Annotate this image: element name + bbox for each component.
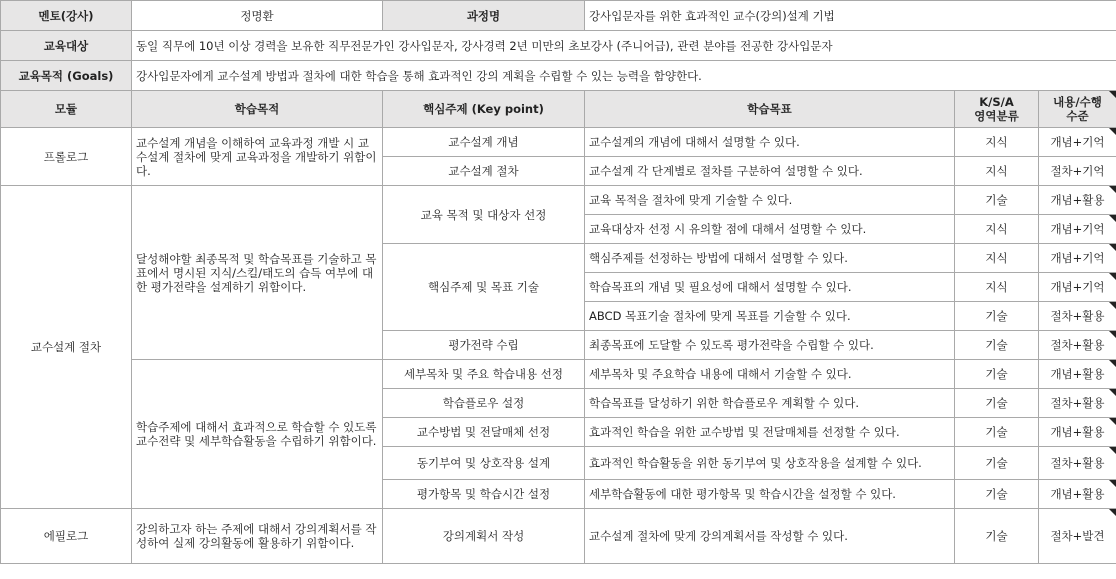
module-design-procedure: 교수설계 절차	[1, 186, 132, 509]
ksa-cell: 기술	[955, 480, 1039, 509]
goal-cell: 핵심주제를 선정하는 방법에 대해서 설명할 수 있다.	[585, 244, 955, 273]
keypoint-cell: 학습플로우 설정	[383, 389, 585, 418]
ksa-cell: 기술	[955, 509, 1039, 564]
goal-cell: 교수설계 각 단계별로 절차를 구분하여 설명할 수 있다.	[585, 157, 955, 186]
keypoint-cell: 세부목차 및 주요 학습내용 선정	[383, 360, 585, 389]
goal-cell: ABCD 목표기술 절차에 맞게 목표를 기술할 수 있다.	[585, 302, 955, 331]
level-cell: 개념+활용	[1039, 480, 1116, 509]
header-objective: 학습목적	[132, 91, 383, 128]
goal-label: 교육목적 (Goals)	[1, 61, 132, 91]
goal-cell: 교육 목적을 절차에 맞게 기술할 수 있다.	[585, 186, 955, 215]
objective-design-1: 달성해야할 최종목적 및 학습목표를 기술하고 목표에서 명시된 지식/스킬/태도의 습득 여부에 대한 평가전략을 설계하기 위함이다.	[132, 186, 383, 360]
target-value: 동일 직무에 10년 이상 경력을 보유한 직무전문가인 강사입문자, 강사경력 2년 미만의 초보강사 (주니어급), 관련 분야를 전공한 강사입문자	[132, 31, 1116, 61]
level-cell: 개념+활용	[1039, 360, 1116, 389]
mentor-value: 정명환	[132, 1, 383, 31]
ksa-cell: 지식	[955, 157, 1039, 186]
keypoint-cell: 평가항목 및 학습시간 설정	[383, 480, 585, 509]
keypoint-cell: 핵심주제 및 목표 기술	[383, 244, 585, 331]
objective-epilogue: 강의하고자 하는 주제에 대해서 강의계획서를 작성하여 실제 강의활동에 활용하기 위함이다.	[132, 509, 383, 564]
goal-cell: 효과적인 학습을 위한 교수방법 및 전달매체를 선정할 수 있다.	[585, 418, 955, 447]
level-cell: 절차+발견	[1039, 509, 1116, 564]
goal-cell: 세부목차 및 주요학습 내용에 대해서 기술할 수 있다.	[585, 360, 955, 389]
header-level: 내용/수행 수준	[1039, 91, 1116, 128]
ksa-cell: 기술	[955, 186, 1039, 215]
module-prologue: 프롤로그	[1, 128, 132, 186]
module-epilogue: 에필로그	[1, 509, 132, 564]
level-cell: 절차+활용	[1039, 447, 1116, 480]
ksa-cell: 기술	[955, 447, 1039, 480]
curriculum-table	[0, 90, 1116, 564]
level-cell: 절차+활용	[1039, 302, 1116, 331]
course-value: 강사입문자를 위한 효과적인 교수(강의)설계 기법	[585, 1, 1116, 31]
level-cell: 개념+기억	[1039, 273, 1116, 302]
header-keypoint: 핵심주제 (Key point)	[383, 91, 585, 128]
goal-cell: 교수설계 절차에 맞게 강의계획서를 작성할 수 있다.	[585, 509, 955, 564]
header-ksa: K/S/A 영역분류	[955, 91, 1039, 128]
level-cell: 절차+활용	[1039, 331, 1116, 360]
ksa-cell: 기술	[955, 360, 1039, 389]
ksa-cell: 지식	[955, 215, 1039, 244]
goal-cell: 교수설계의 개념에 대해서 설명할 수 있다.	[585, 128, 955, 157]
objective-design-2: 학습주제에 대해서 효과적으로 학습할 수 있도록 교수전략 및 세부학습활동을 수립하기 위함이다.	[132, 360, 383, 509]
ksa-cell: 지식	[955, 244, 1039, 273]
objective-prologue: 교수설계 개념을 이해하여 교육과정 개발 시 교수설계 절차에 맞게 교육과정을 개발하기 위함이다.	[132, 128, 383, 186]
keypoint-cell: 강의계획서 작성	[383, 509, 585, 564]
course-info-table	[0, 0, 1116, 91]
goal-cell: 학습목표의 개념 및 필요성에 대해서 설명할 수 있다.	[585, 273, 955, 302]
keypoint-cell: 교육 목적 및 대상자 선정	[383, 186, 585, 244]
goal-value: 강사입문자에게 교수설계 방법과 절차에 대한 학습을 통해 효과적인 강의 계획을 수립할 수 있는 능력을 함양한다.	[132, 61, 1116, 91]
level-cell: 절차+기억	[1039, 157, 1116, 186]
level-cell: 개념+기억	[1039, 215, 1116, 244]
goal-cell: 최종목표에 도달할 수 있도록 평가전략을 수립할 수 있다.	[585, 331, 955, 360]
ksa-cell: 기술	[955, 418, 1039, 447]
ksa-cell: 기술	[955, 331, 1039, 360]
goal-cell: 효과적인 학습활동을 위한 동기부여 및 상호작용을 설계할 수 있다.	[585, 447, 955, 480]
header-goal: 학습목표	[585, 91, 955, 128]
header-module: 모듈	[1, 91, 132, 128]
keypoint-cell: 교수설계 개념	[383, 128, 585, 157]
keypoint-cell: 동기부여 및 상호작용 설계	[383, 447, 585, 480]
level-cell: 개념+활용	[1039, 186, 1116, 215]
level-cell: 절차+활용	[1039, 389, 1116, 418]
course-label: 과정명	[383, 1, 585, 31]
level-cell: 개념+기억	[1039, 244, 1116, 273]
keypoint-cell: 평가전략 수립	[383, 331, 585, 360]
goal-cell: 교육대상자 선정 시 유의할 점에 대해서 설명할 수 있다.	[585, 215, 955, 244]
level-cell: 개념+기억	[1039, 128, 1116, 157]
ksa-cell: 기술	[955, 302, 1039, 331]
goal-cell: 학습목표를 달성하기 위한 학습플로우 계획할 수 있다.	[585, 389, 955, 418]
level-cell: 개념+활용	[1039, 418, 1116, 447]
target-label: 교육대상	[1, 31, 132, 61]
mentor-label: 멘토(강사)	[1, 1, 132, 31]
ksa-cell: 기술	[955, 389, 1039, 418]
ksa-cell: 지식	[955, 128, 1039, 157]
ksa-cell: 지식	[955, 273, 1039, 302]
keypoint-cell: 교수방법 및 전달매체 선정	[383, 418, 585, 447]
goal-cell: 세부학습활동에 대한 평가항목 및 학습시간을 설정할 수 있다.	[585, 480, 955, 509]
keypoint-cell: 교수설계 절차	[383, 157, 585, 186]
